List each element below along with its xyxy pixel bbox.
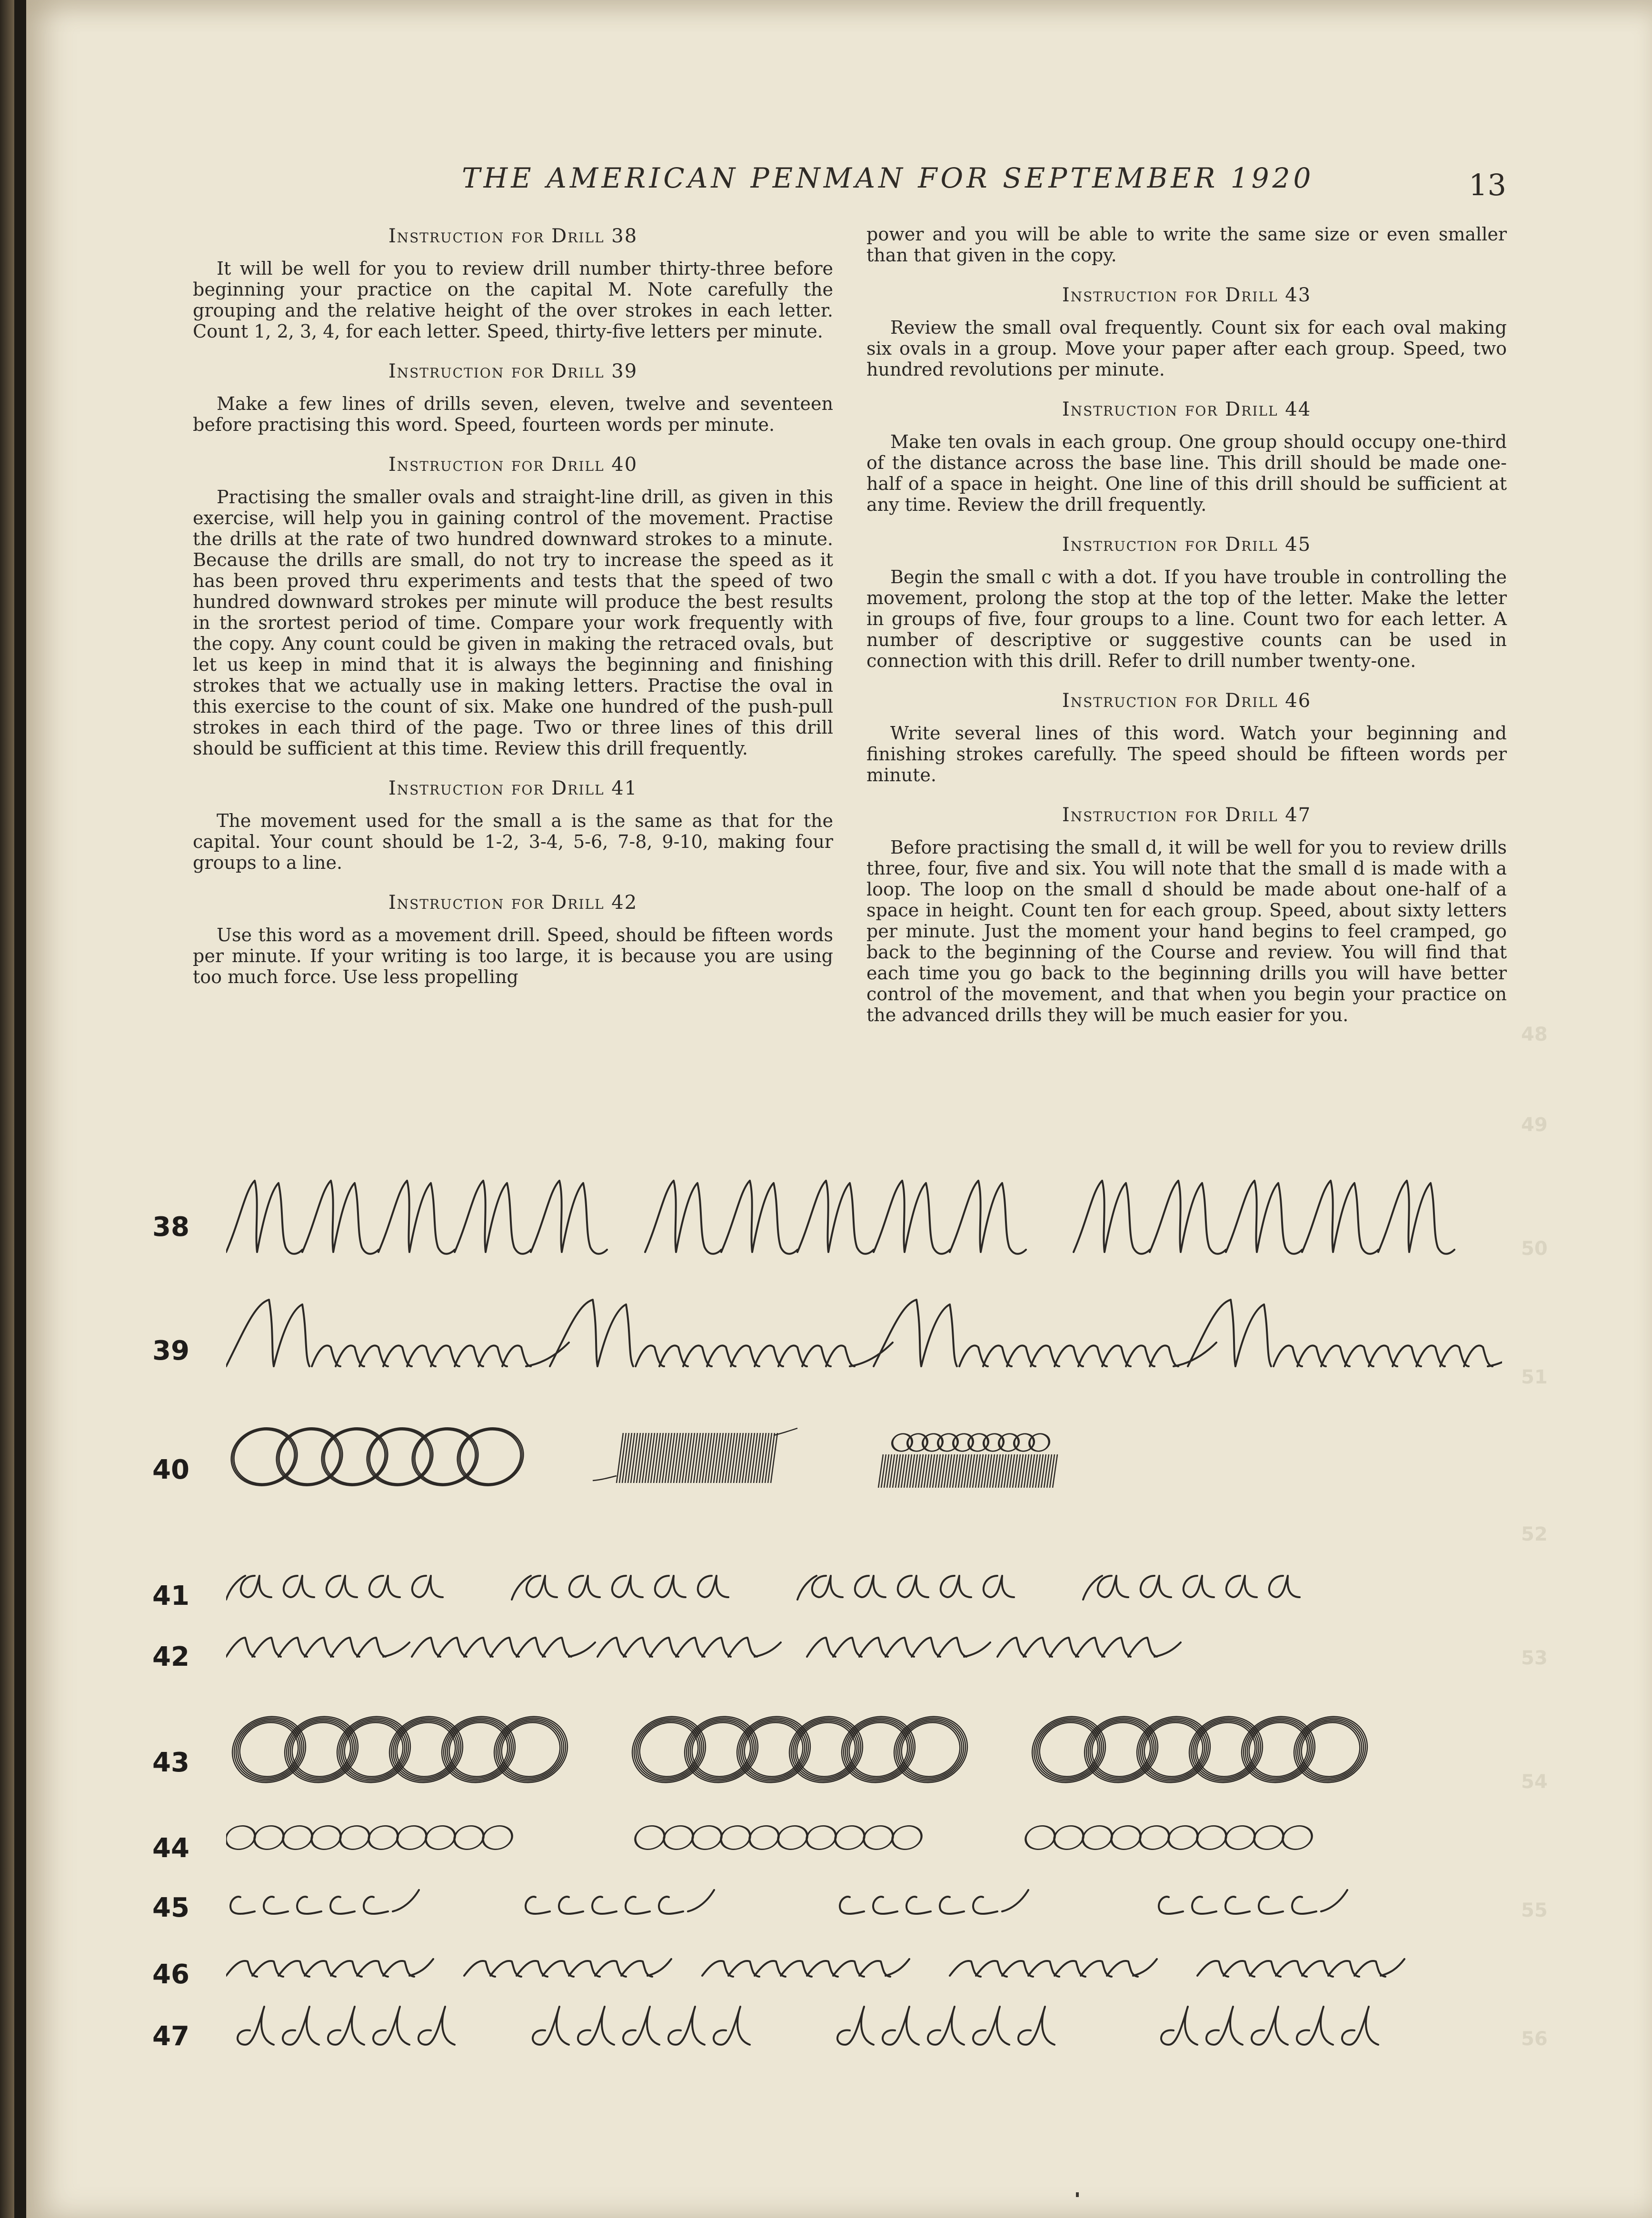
pen-stroke bbox=[327, 1576, 357, 1597]
oval-stroke bbox=[775, 1823, 810, 1853]
pen-stroke bbox=[698, 1576, 728, 1597]
pen-stroke bbox=[1192, 1897, 1216, 1914]
pen-stroke bbox=[418, 2007, 455, 2045]
pen-stroke bbox=[938, 1638, 966, 1657]
section-body: Make ten ovals in each group. One group should occupy one-third of the distance across the base line. This drill should be made one-half of a space in height. One line of this drill should be sufficient at any time. Review the drill frequently. bbox=[866, 431, 1507, 515]
ghost-number: 49 bbox=[1521, 1114, 1548, 1136]
pen-stroke bbox=[1018, 2007, 1055, 2045]
ghost-number: 54 bbox=[1521, 1771, 1548, 1793]
pen-stroke bbox=[623, 2007, 659, 2045]
oval-stroke bbox=[1023, 1823, 1058, 1853]
oval-stroke bbox=[1137, 1823, 1172, 1853]
ghost-number: 52 bbox=[1521, 1523, 1548, 1545]
book-gutter bbox=[0, 0, 14, 2218]
ghost-number: 55 bbox=[1521, 1900, 1548, 1921]
pen-stroke bbox=[1269, 1576, 1300, 1597]
drill-43-script-illustration bbox=[226, 1704, 1502, 1795]
pen-stroke bbox=[1150, 1345, 1178, 1366]
pen-stroke bbox=[1292, 1897, 1316, 1914]
drill-41-script-illustration bbox=[226, 1557, 1502, 1609]
pen-stroke bbox=[369, 1576, 400, 1597]
instruction-section bbox=[866, 688, 1507, 786]
oval-stroke bbox=[719, 1823, 752, 1852]
left-column bbox=[193, 224, 833, 1005]
pen-stroke bbox=[886, 1959, 909, 1976]
oval-stroke bbox=[861, 1823, 896, 1853]
pen-stroke bbox=[714, 2007, 750, 2045]
oval-stroke bbox=[480, 1823, 515, 1853]
pen-stroke bbox=[490, 1638, 519, 1657]
pen-stroke bbox=[1174, 1343, 1216, 1366]
running-title: THE AMERICAN PENMAN FOR SEPTEMBER 1920 bbox=[462, 162, 1314, 194]
pen-stroke bbox=[1128, 1638, 1157, 1657]
oval-stroke bbox=[395, 1823, 428, 1852]
section-heading: Instruction for Drill 39 bbox=[388, 360, 638, 382]
ghost-number: 56 bbox=[1521, 2028, 1548, 2050]
pen-stroke bbox=[997, 1638, 1026, 1657]
oval-stroke bbox=[481, 1823, 514, 1852]
pen-stroke bbox=[950, 1181, 1026, 1254]
oval-stroke bbox=[338, 1823, 371, 1852]
oval-stroke bbox=[309, 1823, 343, 1852]
pen-stroke bbox=[226, 1181, 302, 1254]
oval-stroke bbox=[1108, 1823, 1144, 1853]
pen-stroke bbox=[655, 1576, 686, 1597]
pen-stroke bbox=[383, 1642, 409, 1657]
pen-stroke bbox=[1050, 1638, 1078, 1657]
oval-stroke bbox=[889, 1823, 925, 1853]
pen-stroke bbox=[1102, 1638, 1131, 1657]
oval-stroke bbox=[633, 1823, 667, 1852]
section-body: Before practising the small d, it will be well for you to review drills three, four, five and six. You will note that the small d is made with a loop. The loop on the small d should be made about one-half of a space in height. Count ten for each group. Speed, about sixty letters per minute. Just the moment your hand begins to feel cramped, go back to the beginning of the Course and review. You will find that each time you go back to the beginning drills you will have better control of the movement, and that when you begin your practice on the advanced drills they will be much easier for you. bbox=[866, 837, 1507, 1025]
script-small-a-drill bbox=[226, 1576, 1300, 1600]
script-concur-word-drill bbox=[226, 1959, 1404, 1977]
pen-stroke bbox=[668, 2007, 705, 2045]
oval-stroke bbox=[1052, 1823, 1085, 1852]
oval-stroke bbox=[1051, 1823, 1086, 1853]
drill-38-script-illustration bbox=[226, 1162, 1502, 1271]
pen-stroke bbox=[533, 2007, 569, 2045]
pen-stroke bbox=[517, 1638, 545, 1657]
drill-42-script-illustration bbox=[226, 1616, 1502, 1669]
section-body: It will be well for you to review drill number thirty-three before beginning your practice on the capital M. Note carefully the grouping and the relative height of the over strokes in each letter. Count 1, 2, 3, 4, for each letter. Speed, thirty-five letters per minute. bbox=[193, 258, 833, 342]
oval-stroke bbox=[832, 1823, 867, 1853]
pen-stroke bbox=[1159, 1897, 1183, 1914]
pen-stroke bbox=[1133, 1959, 1157, 1976]
pen-stroke bbox=[284, 1576, 314, 1597]
pen-stroke bbox=[1464, 1345, 1493, 1366]
pen-stroke bbox=[241, 1576, 271, 1597]
right-column bbox=[866, 224, 1507, 1043]
oval-stroke bbox=[1281, 1823, 1314, 1852]
instruction-section bbox=[193, 224, 833, 342]
section-body: Write several lines of this word. Watch your beginning and finishing strokes carefully. The speed should be fifteen words per minute. bbox=[866, 723, 1507, 786]
section-body: Use this word as a movement drill. Speed, should be fifteen words per minute. If your writing is too large, it is because you are using too much force. Use less propelling bbox=[193, 925, 833, 987]
oval-stroke bbox=[632, 1823, 667, 1853]
pen-stroke bbox=[412, 1576, 443, 1597]
pen-stroke bbox=[373, 2007, 409, 2045]
oval-stroke bbox=[1109, 1823, 1143, 1852]
oval-stroke bbox=[1224, 1823, 1257, 1852]
pen-stroke bbox=[645, 1181, 721, 1254]
pen-stroke bbox=[728, 1638, 757, 1657]
oval-stroke bbox=[805, 1823, 838, 1852]
pen-stroke bbox=[569, 1642, 595, 1657]
instruction-section bbox=[193, 890, 833, 987]
pen-stroke bbox=[455, 1181, 531, 1254]
pen-stroke bbox=[647, 1959, 671, 1976]
pen-stroke bbox=[1074, 1181, 1150, 1254]
pen-stroke bbox=[226, 1638, 255, 1657]
pen-stroke bbox=[1252, 2007, 1288, 2045]
instruction-section bbox=[866, 397, 1507, 515]
oval-stroke bbox=[718, 1823, 753, 1853]
oval-stroke bbox=[1223, 1823, 1258, 1853]
pen-stroke bbox=[1297, 2007, 1333, 2045]
oval-stroke bbox=[1081, 1823, 1114, 1852]
section-heading: Instruction for Drill 43 bbox=[1062, 284, 1312, 306]
script-assure-word-drill bbox=[226, 1638, 1181, 1657]
pen-stroke bbox=[1302, 1181, 1378, 1254]
pen-stroke bbox=[874, 1300, 957, 1366]
pen-stroke bbox=[438, 1638, 467, 1657]
drill-number: 46 bbox=[152, 1959, 189, 1990]
pen-stroke bbox=[912, 1638, 940, 1657]
drill-number: 42 bbox=[152, 1641, 189, 1672]
pen-stroke bbox=[1184, 1576, 1214, 1597]
pen-stroke bbox=[859, 1638, 888, 1657]
oval-stroke bbox=[776, 1823, 809, 1852]
oval-stroke bbox=[662, 1823, 695, 1852]
drill-number: 39 bbox=[152, 1335, 189, 1366]
pen-stroke bbox=[393, 1890, 419, 1911]
pen-stroke bbox=[230, 1897, 255, 1914]
oval-stroke bbox=[1280, 1823, 1315, 1853]
pen-stroke bbox=[874, 1181, 950, 1254]
instruction-section bbox=[866, 532, 1507, 671]
script-small-d-drill bbox=[238, 2007, 1378, 2045]
oval-stroke bbox=[452, 1823, 486, 1852]
oval-stroke bbox=[337, 1823, 372, 1853]
oval-stroke bbox=[367, 1823, 400, 1852]
pen-stroke bbox=[302, 1181, 378, 1254]
oval-stroke bbox=[1166, 1823, 1200, 1852]
pen-stroke bbox=[826, 1345, 855, 1366]
section-heading: Instruction for Drill 38 bbox=[388, 225, 638, 247]
pen-stroke bbox=[984, 1576, 1014, 1597]
pen-stroke bbox=[1354, 1961, 1385, 1977]
pen-stroke bbox=[688, 1890, 714, 1911]
ghost-number: 50 bbox=[1521, 1238, 1548, 1260]
instruction-section bbox=[866, 803, 1507, 1025]
pen-stroke bbox=[973, 1897, 997, 1914]
pen-stroke bbox=[621, 1961, 652, 1977]
ghost-number: 51 bbox=[1521, 1366, 1548, 1388]
section-heading: Instruction for Drill 40 bbox=[388, 454, 638, 476]
pen-stroke bbox=[264, 1897, 288, 1914]
pen-stroke bbox=[279, 1638, 307, 1657]
pen-stroke bbox=[357, 1638, 386, 1657]
pen-stroke bbox=[1083, 1576, 1102, 1600]
oval-stroke bbox=[252, 1823, 286, 1852]
pen-stroke bbox=[1161, 2007, 1197, 2045]
pen-stroke bbox=[941, 1576, 971, 1597]
pen-stroke bbox=[886, 1638, 914, 1657]
pen-stroke bbox=[755, 1642, 781, 1657]
pen-stroke bbox=[364, 1897, 388, 1914]
pen-stroke bbox=[592, 1897, 617, 1914]
script-capital-m-drill bbox=[226, 1181, 1454, 1254]
pen-stroke bbox=[328, 2007, 364, 2045]
pen-stroke bbox=[812, 1576, 843, 1597]
oval-stroke bbox=[1138, 1823, 1171, 1852]
pen-stroke bbox=[559, 1897, 583, 1914]
pen-stroke bbox=[1076, 1638, 1105, 1657]
ghost-number: 53 bbox=[1521, 1647, 1548, 1669]
instruction-section bbox=[193, 359, 833, 435]
pen-stroke bbox=[807, 1638, 836, 1657]
pen-stroke bbox=[1225, 1897, 1250, 1914]
section-heading: Instruction for Drill 45 bbox=[1062, 534, 1312, 556]
oval-stroke bbox=[251, 1823, 287, 1853]
instruction-section bbox=[193, 776, 833, 873]
pen-stroke bbox=[526, 1897, 550, 1914]
pen-stroke bbox=[578, 2007, 614, 2045]
pen-stroke bbox=[676, 1638, 705, 1657]
retraced-oval-drill bbox=[226, 1706, 1377, 1792]
pen-stroke bbox=[626, 1897, 650, 1914]
pen-stroke bbox=[1150, 1181, 1226, 1254]
pen-stroke bbox=[1154, 1642, 1181, 1657]
pen-stroke bbox=[526, 1343, 569, 1366]
pen-stroke bbox=[1141, 1576, 1171, 1597]
pen-stroke bbox=[1342, 2007, 1378, 2045]
drill-number: 40 bbox=[152, 1454, 189, 1485]
oval-stroke bbox=[394, 1823, 429, 1853]
pen-stroke bbox=[859, 1961, 890, 1977]
pen-stroke bbox=[1321, 1890, 1347, 1911]
pen-stroke bbox=[1024, 1638, 1052, 1657]
oval-stroke bbox=[281, 1823, 314, 1852]
pen-stroke bbox=[378, 1181, 455, 1254]
pen-stroke bbox=[550, 1300, 633, 1366]
drill-40-script-illustration bbox=[226, 1409, 1502, 1504]
drill-39-script-illustration bbox=[226, 1285, 1502, 1381]
instruction-section bbox=[193, 452, 833, 759]
pen-stroke bbox=[659, 1897, 683, 1914]
section-body: The movement used for the small a is the same as that for the capital. Your count should be 1-2, 3-4, 5-6, 7-8, 9-10, making four groups to a line. bbox=[193, 810, 833, 873]
pen-stroke bbox=[883, 2007, 919, 2045]
oval-stroke bbox=[1080, 1823, 1115, 1853]
pen-stroke bbox=[973, 2007, 1009, 2045]
section-body: Begin the small c with a dot. If you have trouble in controlling the movement, prolong the stop at the top of the letter. Make the letter in groups of five, four groups to a line. Count two for each letter. A number of descriptive or suggestive counts can be used in connection with this drill. Refer to drill number twenty-one. bbox=[866, 567, 1507, 671]
drill-number: 45 bbox=[152, 1892, 189, 1923]
pen-stroke bbox=[940, 1897, 964, 1914]
oval-stroke bbox=[1252, 1823, 1285, 1852]
oval-stroke bbox=[890, 1823, 924, 1852]
pen-stroke bbox=[1226, 1576, 1257, 1597]
section-body: Practising the smaller ovals and straight-line drill, as given in this exercise, will help you in gaining control of the movement. Practise the drills at the rate of two hundred downward strokes to a minute. Because the drills are small, do not try to increase the speed as it has been proved thru experiments and tests that the speed of two hundred downward strokes per minute will produce the best results in the srortest period of time. Compare your work frequently with the copy. Any count could be given in making the retraced ovals, but let us keep in mind that it is always the beginning and finishing strokes that we actually use in making letters. Practise the oval in this exercise to the count of six. Make one hundred of the push-pull strokes in each third of the page. Two or three lines of this drill should be sufficient at this time. Review this drill frequently. bbox=[193, 487, 833, 759]
pen-stroke bbox=[593, 1476, 617, 1481]
oval-stroke bbox=[690, 1823, 724, 1852]
pen-stroke bbox=[833, 1638, 862, 1657]
pen-stroke bbox=[252, 1638, 281, 1657]
oval-stroke bbox=[1024, 1823, 1057, 1852]
pen-stroke bbox=[1259, 1897, 1283, 1914]
pen-stroke bbox=[1098, 1576, 1128, 1597]
pen-stroke bbox=[331, 1638, 359, 1657]
pen-stroke bbox=[502, 1345, 531, 1366]
pen-stroke bbox=[512, 1576, 531, 1600]
ghost-number: 48 bbox=[1521, 1024, 1548, 1045]
section-heading: Instruction for Drill 44 bbox=[1062, 398, 1312, 420]
pen-stroke bbox=[624, 1638, 652, 1657]
drill-number: 44 bbox=[152, 1833, 189, 1864]
oval-stroke bbox=[280, 1823, 315, 1853]
pen-stroke bbox=[774, 1428, 797, 1435]
oval-stroke bbox=[451, 1823, 487, 1853]
section-heading: Instruction for Drill 41 bbox=[388, 777, 638, 799]
oval-stroke bbox=[747, 1823, 781, 1852]
pen-stroke bbox=[1107, 1961, 1138, 1977]
pen-stroke bbox=[1378, 1181, 1454, 1254]
drill-46-script-illustration bbox=[226, 1938, 1502, 1990]
pen-stroke bbox=[527, 1576, 557, 1597]
oval-stroke bbox=[804, 1823, 839, 1853]
pen-stroke bbox=[297, 1897, 321, 1914]
oval-stroke bbox=[226, 1823, 258, 1853]
oval-stroke bbox=[424, 1823, 457, 1852]
pen-stroke bbox=[283, 2007, 319, 2045]
pen-stroke bbox=[1488, 1343, 1502, 1366]
pen-stroke bbox=[543, 1638, 571, 1657]
pen-stroke bbox=[226, 1300, 309, 1366]
pen-stroke bbox=[305, 1638, 333, 1657]
section-heading: Instruction for Drill 47 bbox=[1062, 804, 1312, 826]
pen-stroke bbox=[964, 1642, 990, 1657]
drill-number: 41 bbox=[152, 1581, 189, 1611]
bleed-through-margin-numbers bbox=[1521, 0, 1564, 2218]
oval-stroke bbox=[746, 1823, 782, 1853]
small-oval-group-drill bbox=[226, 1823, 1315, 1853]
pen-stroke bbox=[721, 1181, 797, 1254]
drill-number: 47 bbox=[152, 2021, 189, 2052]
oval-stroke bbox=[1195, 1823, 1228, 1852]
oval-stroke bbox=[833, 1823, 866, 1852]
pen-stroke bbox=[226, 1576, 245, 1600]
pen-stroke bbox=[330, 1897, 355, 1914]
pen-stroke bbox=[873, 1897, 897, 1914]
oval-stroke bbox=[1194, 1823, 1229, 1853]
page-number: 13 bbox=[1469, 168, 1506, 202]
pen-stroke bbox=[612, 1576, 643, 1597]
drill-number: 43 bbox=[152, 1747, 189, 1778]
section-body: Make a few lines of drills seven, eleven, twelve and seventeen before practising this word. Speed, fourteen words per minute. bbox=[193, 393, 833, 435]
drill-44-script-illustration bbox=[226, 1814, 1502, 1861]
script-medium-word-drill bbox=[226, 1300, 1502, 1366]
pen-stroke bbox=[409, 1959, 433, 1976]
pen-stroke bbox=[1381, 1959, 1404, 1976]
pen-stroke bbox=[597, 1638, 626, 1657]
oval-stroke bbox=[689, 1823, 725, 1853]
magazine-page bbox=[26, 0, 1652, 2218]
oval-stroke bbox=[366, 1823, 401, 1853]
pen-stroke bbox=[797, 1576, 816, 1600]
pen-stroke bbox=[702, 1638, 731, 1657]
drill-47-script-illustration bbox=[226, 1997, 1502, 2054]
instruction-section bbox=[866, 283, 1507, 380]
continued-paragraph: power and you will be able to write the same size or even smaller than that given in the copy. bbox=[866, 224, 1507, 266]
oval-stroke bbox=[309, 1823, 344, 1853]
section-heading: Instruction for Drill 46 bbox=[1062, 690, 1312, 712]
drill-number: 38 bbox=[152, 1212, 189, 1243]
pen-stroke bbox=[797, 1181, 874, 1254]
page-speck bbox=[1076, 2192, 1079, 2197]
oval-stroke bbox=[862, 1823, 895, 1852]
pen-stroke bbox=[569, 1576, 600, 1597]
pen-stroke bbox=[412, 1638, 440, 1657]
drill-45-script-illustration bbox=[226, 1876, 1502, 1923]
oval-stroke bbox=[661, 1823, 696, 1853]
pen-stroke bbox=[1002, 1890, 1028, 1911]
oval-stroke bbox=[1251, 1823, 1286, 1853]
pen-stroke bbox=[464, 1638, 493, 1657]
pen-stroke bbox=[837, 2007, 874, 2045]
pen-stroke bbox=[855, 1576, 886, 1597]
pen-stroke bbox=[650, 1638, 678, 1657]
pen-stroke bbox=[898, 1576, 928, 1597]
section-body: Review the small oval frequently. Count six for each oval making six ovals in a group. Move your paper after each group. Speed, two hundred revolutions per minute. bbox=[866, 317, 1507, 380]
pen-stroke bbox=[1226, 1181, 1302, 1254]
pen-stroke bbox=[238, 2007, 274, 2045]
section-heading: Instruction for Drill 42 bbox=[388, 892, 638, 914]
pen-stroke bbox=[906, 1897, 931, 1914]
oval-and-push-pull-drill bbox=[226, 1421, 1057, 1493]
pen-stroke bbox=[1206, 2007, 1243, 2045]
pen-stroke bbox=[850, 1343, 893, 1366]
script-small-c-drill bbox=[230, 1890, 1347, 1914]
oval-stroke bbox=[423, 1823, 458, 1853]
pen-stroke bbox=[840, 1897, 864, 1914]
pen-stroke bbox=[928, 2007, 964, 2045]
pen-stroke bbox=[383, 1961, 414, 1977]
oval-stroke bbox=[1165, 1823, 1201, 1853]
pen-stroke bbox=[531, 1181, 607, 1254]
